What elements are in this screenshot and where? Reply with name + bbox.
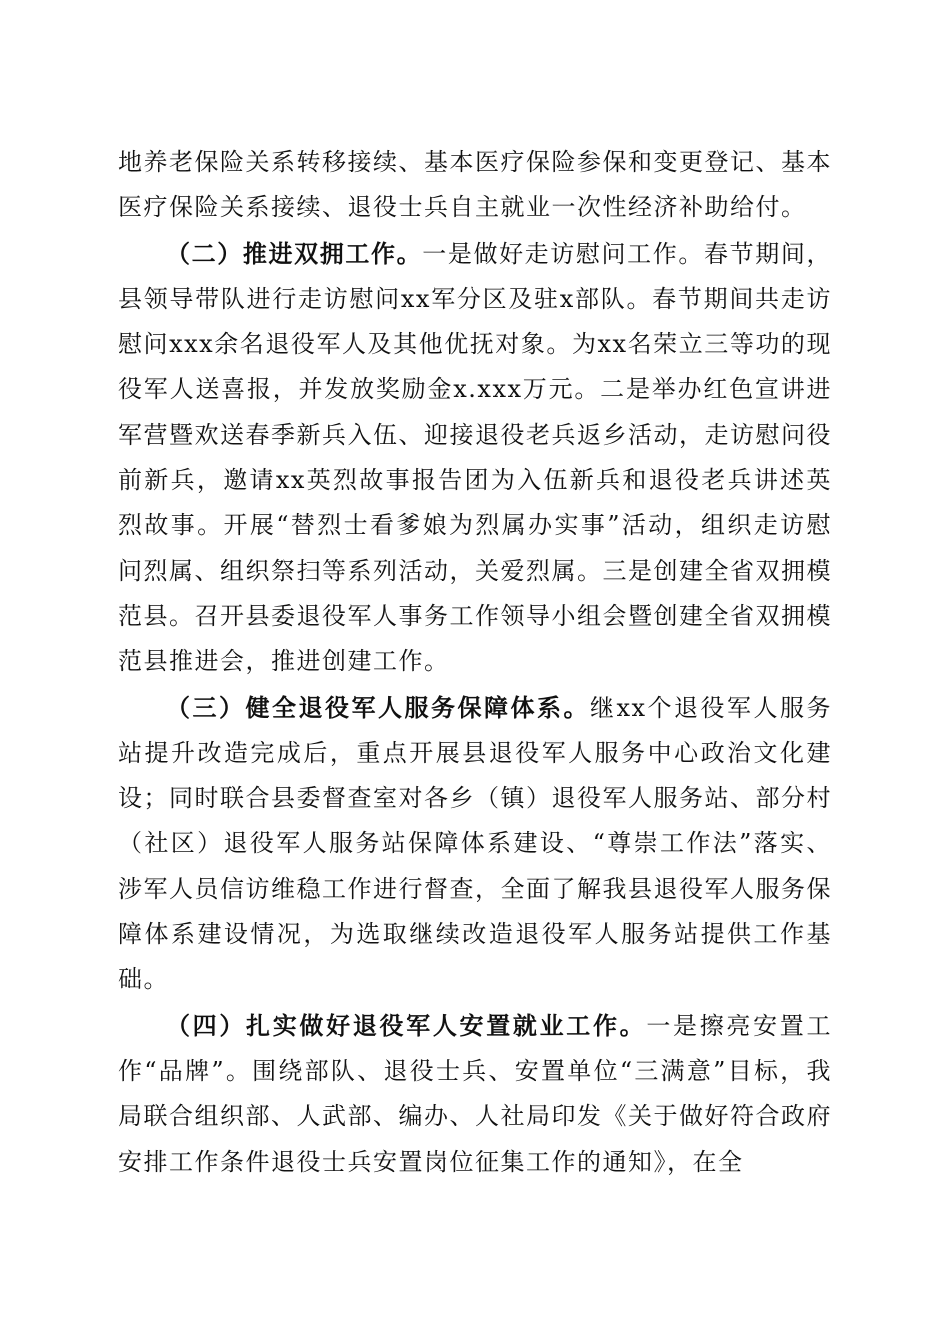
paragraph-text: 地养老保险关系转移接续、基本医疗保险参保和变更登记、基本医疗保险关系接续、退役士兵自主就业一次性经济补助给付。 [118, 148, 832, 222]
paragraph-text: 一是做好走访慰问工作。春节期间，县领导带队进行走访慰问xx军分区及驻x部队。春节期间共走访慰问xxx余名退役军人及其他优抚对象。为xx名荣立三等功的现役军人送喜报，并发放奖励金x.xxx万元。二是举办红色宣讲进军营暨欢送春季新兵入伍、迎接退役老兵返乡活动，走访慰问役前新兵，邀请xx英烈故事报告团为入伍新兵和退役老兵讲述英烈故事。开展“替烈士看爹娘为烈属办实事”活动，组织走访慰问烈属、组织祭扫等系列活动，关爱烈属。三是创建全省双拥模范县。召开县委退役军人事务工作领导小组会暨创建全省双拥模范县推进会，推进创建工作。 [118, 239, 833, 676]
paragraph-text: 一是擦亮安置工作“品牌”。围绕部队、退役士兵、安置单位“三满意”目标，我局联合组织部、人武部、编办、人社局印发《关于做好符合政府安排工作条件退役士兵安置岗位征集工作的通知》，在全 [118, 1011, 832, 1176]
paragraph-continuation [118, 140, 832, 231]
paragraph-section-3 [118, 685, 832, 1003]
section-heading: （三）健全退役军人服务保障体系。 [166, 692, 590, 722]
section-heading: （四）扎实做好退役军人安置就业工作。 [166, 1010, 647, 1040]
paragraph-text: 继xx个退役军人服务站提升改造完成后，重点开展县退役军人服务中心政治文化建设；同时联合县委督查室对各乡（镇）退役军人服务站、部分村（社区）退役军人服务站保障体系建设、“尊崇工作法”落实、涉军人员信访维稳工作进行督查，全面了解我县退役军人服务保障体系建设情况，为选取继续改造退役军人服务站提供工作基础。 [118, 693, 832, 994]
document-body [118, 140, 832, 1185]
paragraph-section-4 [118, 1003, 832, 1185]
section-heading: （二）推进双拥工作。 [166, 238, 423, 268]
paragraph-section-2 [118, 231, 832, 685]
